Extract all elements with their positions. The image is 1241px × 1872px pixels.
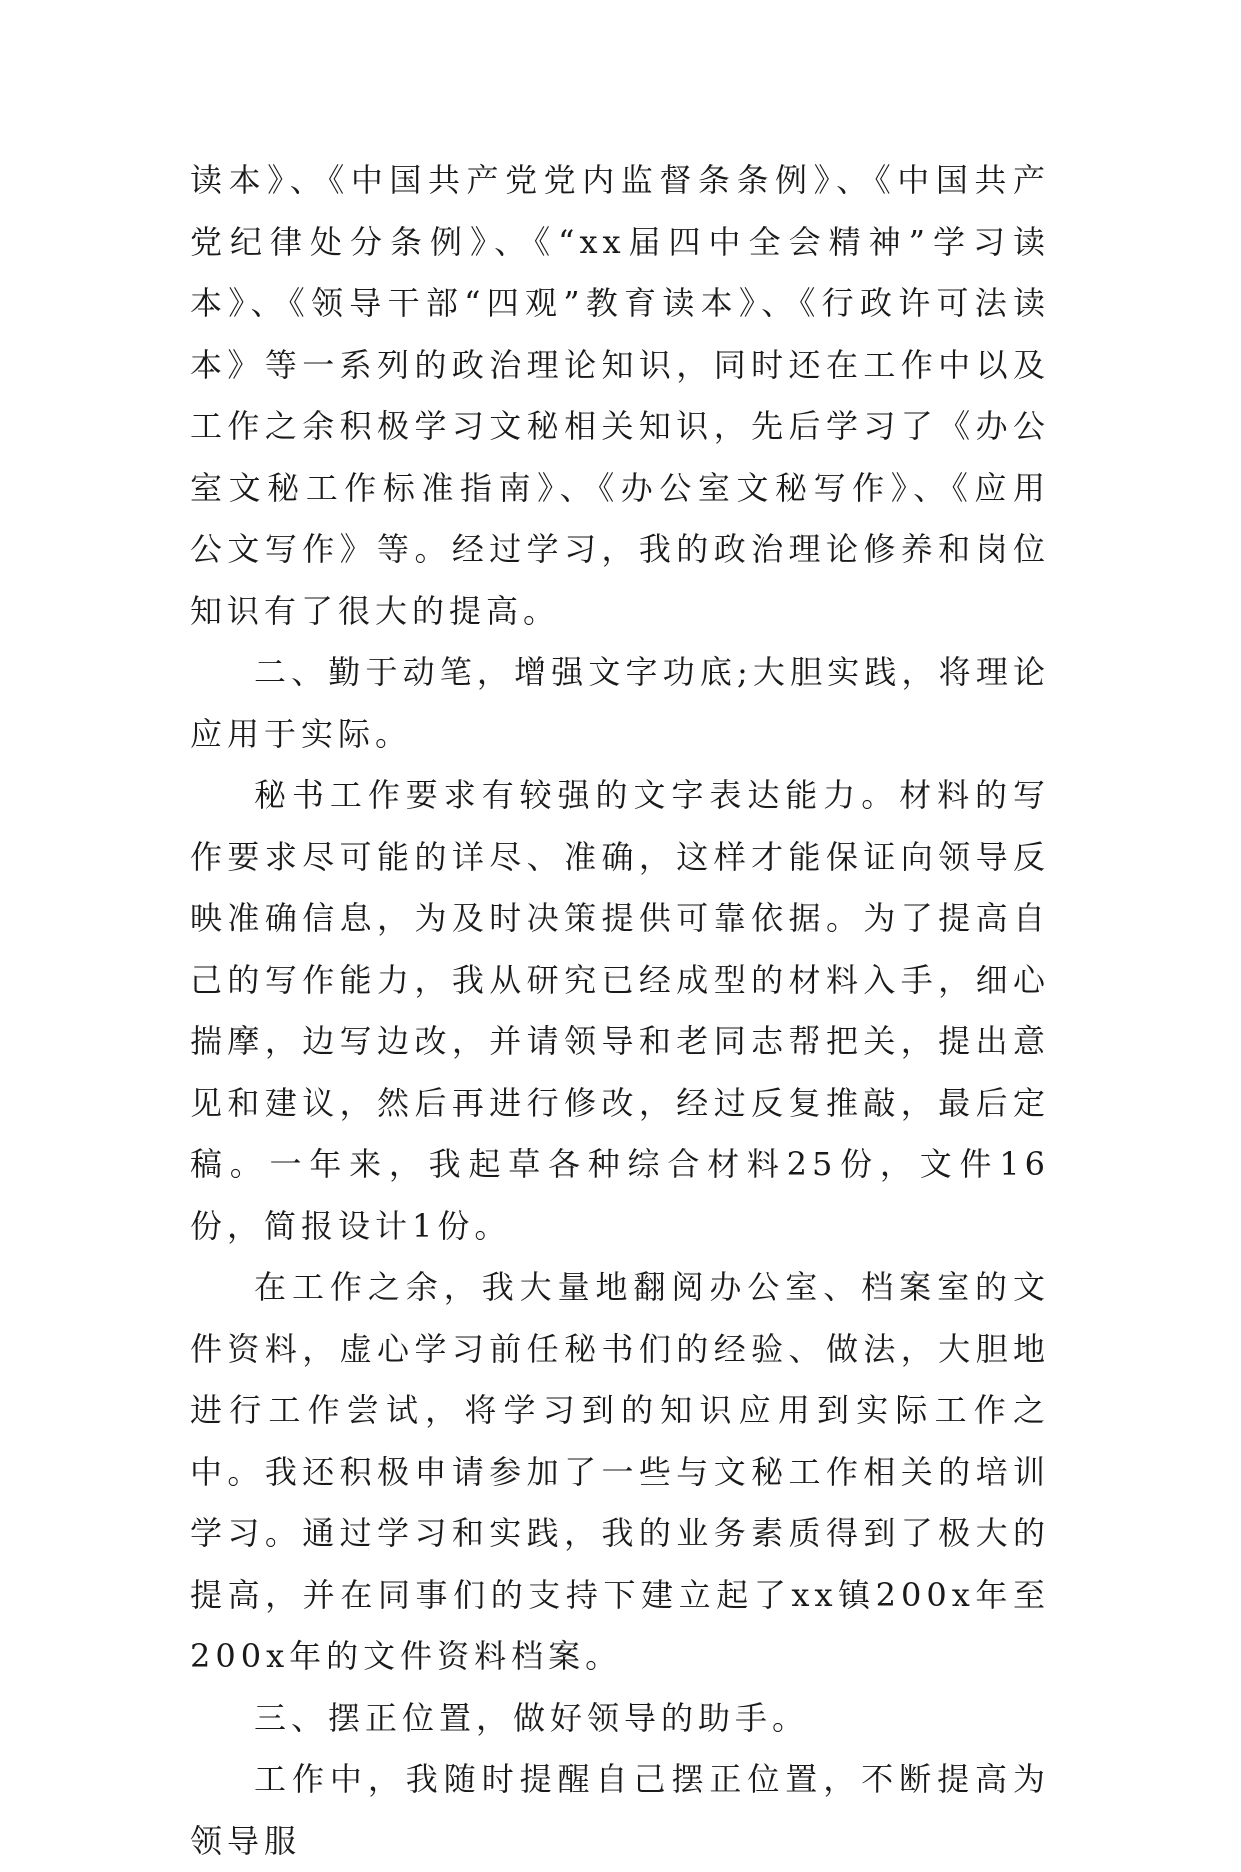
paragraph-writing-ability: 秘书工作要求有较强的文字表达能力。材料的写作要求尽可能的详尽、准确，这样才能保证向领导反映准确信息，为及时决策提供可靠依据。为了提高自己的写作能力，我从研究已经成型的材料入手，细心揣摩，边写边改，并请领导和老同志帮把关，提出意见和建议，然后再进行修改，经过反复推敲，最后定稿。一年来，我起草各种综合材料25份，文件16份，简报设计1份。 (190, 776, 1050, 1245)
paragraph-practice: 在工作之余，我大量地翻阅办公室、档案室的文件资料，虚心学习前任秘书们的经验、做法，大胆地进行工作尝试，将学习到的知识应用到实际工作之中。我还积极申请参加了一些与文秘工作相关的培训学习。通过学习和实践，我的业务素质得到了极大的提高，并在同事们的支持下建立起了xx镇200x年至200x年的文件资料档案。 (190, 1268, 1050, 1675)
paragraph-study-materials: 读本》、《中国共产党党内监督条条例》、《中国共产党纪律处分条例》、《“xx届四中全会精神”学习读本》、《领导干部“四观”教育读本》、《行政许可法读本》等一系列的政治理论知识，同时还在工作中以及工作之余积极学习文秘相关知识，先后学习了《办公室文秘工作标准指南》、《办公室文秘写作》、《应用公文写作》等。经过学习，我的政治理论修养和岗位知识有了很大的提高。 (190, 161, 1050, 630)
paragraph-position: 工作中，我随时提醒自己摆正位置，不断提高为领导服 (190, 1760, 1050, 1860)
section-heading-three: 三、摆正位置，做好领导的助手。 (254, 1698, 810, 1737)
document-body (190, 150, 1050, 1872)
section-heading-two: 二、勤于动笔，增强文字功底;大胆实践，将理论应用于实际。 (190, 653, 1050, 753)
